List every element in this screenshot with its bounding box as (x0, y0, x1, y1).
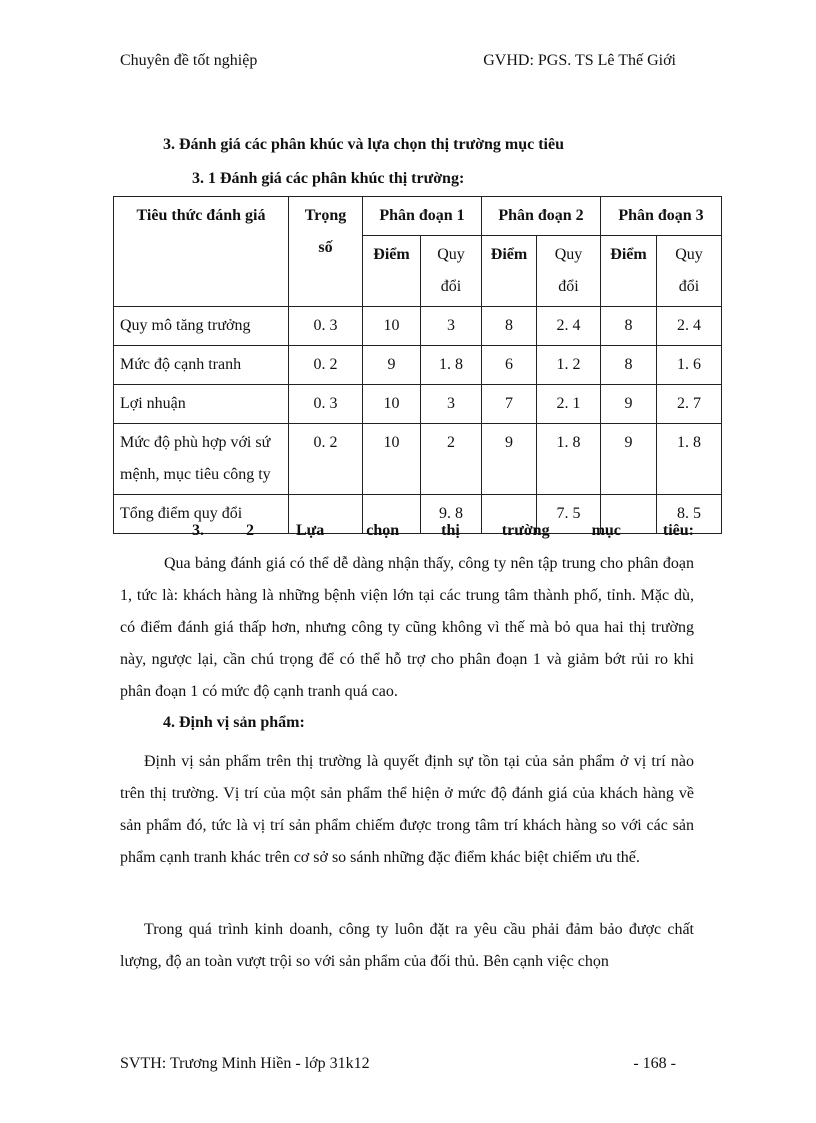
footer-student: SVTH: Trương Minh Hiền - lớp 31k12 (120, 1055, 370, 1072)
cell-weight: 0. 3 (289, 307, 363, 346)
table-row (114, 424, 722, 495)
cell-s2: 6 (482, 346, 537, 385)
seg1-conv-header: Quy đổi (421, 236, 482, 307)
cell-criteria: Lợi nhuận (114, 385, 289, 424)
cell-criteria: Mức độ cạnh tranh (114, 346, 289, 385)
cell-total-label: Tổng điểm quy đổi (114, 495, 289, 534)
seg1-score-header: Điểm (363, 236, 421, 307)
cell-weight: 0. 3 (289, 385, 363, 424)
cell-weight: 0. 2 (289, 424, 363, 495)
seg2-score-header: Điểm (482, 236, 537, 307)
cell-c3: 1. 8 (657, 424, 722, 495)
cell-c1: 3 (421, 385, 482, 424)
heading-word: tiêu: (662, 522, 694, 539)
header-advisor: GVHD: PGS. TS Lê Thế Giới (483, 52, 676, 69)
cell-weight: 0. 2 (289, 346, 363, 385)
cell-s3: 8 (601, 307, 657, 346)
section-3-heading: 3. Đánh giá các phân khúc và lựa chọn thị trường mục tiêu (163, 136, 564, 153)
heading-word: 3. (192, 522, 204, 539)
cell-total-c3: 8. 5 (657, 495, 722, 534)
heading-word: mục (591, 522, 621, 539)
cell-c2: 1. 2 (537, 346, 601, 385)
seg3-score-header: Điểm (601, 236, 657, 307)
seg2-conv-header: Quy đổi (537, 236, 601, 307)
cell-criteria: Mức độ phù hợp với sứ mệnh, mục tiêu công ty (114, 424, 289, 495)
cell-c1: 3 (421, 307, 482, 346)
section-3-1-heading: 3. 1 Đánh giá các phân khúc thị trường: (192, 170, 465, 187)
paragraph-business-process: Trong quá trình kinh doanh, công ty luôn đặt ra yêu cầu phải đảm bảo được chất lượng, độ an toàn vượt trội so với sản phẩm của đối thủ. Bên cạnh việc chọn (120, 921, 694, 970)
paragraph-positioning: Định vị sản phẩm trên thị trường là quyết định sự tồn tại của sản phẩm ở vị trí nào trên thị trường. Vị trí của một sản phẩm thể hiện ở mức độ đánh giá của khách hàng về sản phẩm đó, tức là vị trí sản phẩm chiếm được trong tâm trí khách hàng so với các sản phẩm cạnh tranh khác trên cơ sở so sánh những đặc điểm khác biệt chiếm ưu thế. (120, 753, 694, 866)
cell-s2: 8 (482, 307, 537, 346)
page-header (120, 52, 676, 76)
seg3-header: Phân đoạn 3 (601, 197, 722, 236)
cell-total-c2: 7. 5 (537, 495, 601, 534)
seg2-header: Phân đoạn 2 (482, 197, 601, 236)
cell-s1: 10 (363, 307, 421, 346)
page-number: - 168 - (633, 1055, 676, 1072)
paragraph-segment-choice: Qua bảng đánh giá có thể dễ dàng nhận thấy, công ty nên tập trung cho phân đoạn 1, tức là: khách hàng là những bệnh viện lớn tại các trung tâm thành phố, tỉnh. Mặc dù, có điểm đánh giá thấp hơn, nhưng công ty cũng không vì thế mà bỏ qua hai thị trường này, ngược lại, cần chú trọng để có thể hỗ trợ cho phân đoạn 1 và giảm bớt rủi ro khi phân đoạn 1 có mức độ cạnh tranh quá cao. (120, 555, 694, 700)
heading-word: chọn (366, 522, 400, 539)
section-3-2-heading (192, 522, 694, 540)
cell-total-c1: 9. 8 (421, 495, 482, 534)
col-weight-header (289, 197, 363, 307)
cell-c1: 2 (421, 424, 482, 495)
cell-criteria: Quy mô tăng trưởng (114, 307, 289, 346)
cell-c2: 2. 1 (537, 385, 601, 424)
col-weight-line2: số (318, 239, 333, 256)
cell-c3: 2. 7 (657, 385, 722, 424)
table-row (114, 346, 722, 385)
heading-word: 2 (245, 522, 254, 539)
cell-s2: 7 (482, 385, 537, 424)
cell-s1: 10 (363, 385, 421, 424)
heading-word: trường (501, 522, 550, 539)
cell-c2: 1. 8 (537, 424, 601, 495)
heading-word: Lựa (295, 522, 325, 539)
cell-s1: 10 (363, 424, 421, 495)
cell-c1: 1. 8 (421, 346, 482, 385)
cell-c2: 2. 4 (537, 307, 601, 346)
cell-s1: 9 (363, 346, 421, 385)
cell-s3: 9 (601, 385, 657, 424)
section-4-heading: 4. Định vị sản phẩm: (163, 714, 305, 731)
page-footer (120, 1055, 676, 1079)
cell-s3: 9 (601, 424, 657, 495)
col-criteria-header: Tiêu thức đánh giá (114, 197, 289, 307)
cell-c3: 2. 4 (657, 307, 722, 346)
table-row (114, 385, 722, 424)
cell-c3: 1. 6 (657, 346, 722, 385)
seg3-conv-header: Quy đổi (657, 236, 722, 307)
table-row (114, 307, 722, 346)
cell-s3: 8 (601, 346, 657, 385)
header-title: Chuyên đề tốt nghiệp (120, 52, 258, 69)
seg1-header: Phân đoạn 1 (363, 197, 482, 236)
segment-evaluation-table (113, 196, 722, 534)
heading-word: thị (441, 522, 460, 539)
cell-s2: 9 (482, 424, 537, 495)
col-weight-line1: Trọng (304, 207, 347, 224)
table-header-row (114, 197, 722, 236)
